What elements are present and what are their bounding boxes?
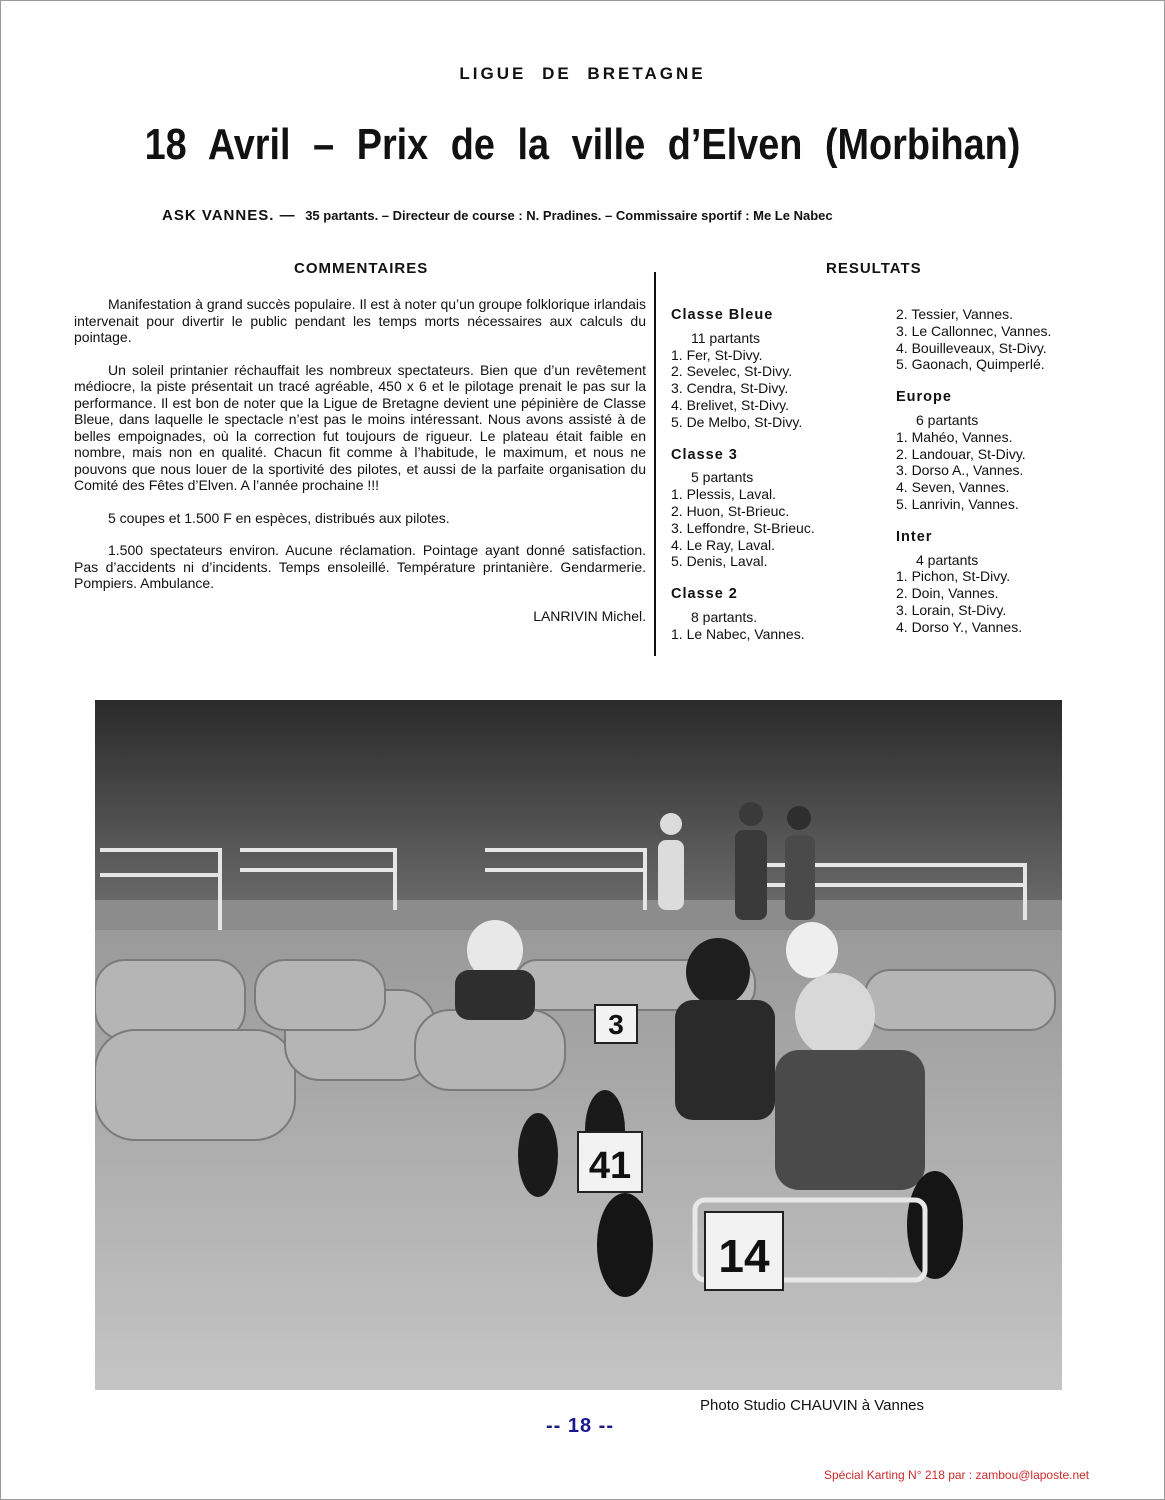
class-name: Classe 2 xyxy=(671,586,738,603)
class-name: Classe 3 xyxy=(671,446,738,463)
race-info: 35 partants. – Directeur de course : N. Pradines. – Commissaire sportif : Me Le Nabec xyxy=(305,208,833,223)
result-row: 2. Tessier, Vannes. xyxy=(896,306,1013,322)
result-row: 5. Lanrivin, Vannes. xyxy=(896,495,1019,512)
kart-number: 14 xyxy=(718,1230,770,1282)
result-row: 4. Le Ray, Laval. xyxy=(671,536,776,553)
result-row: 5. Denis, Laval. xyxy=(671,553,768,570)
result-row: 4. Bouilleveaux, St-Divy. xyxy=(896,339,1047,356)
paragraph: Un soleil printanier réchauffait les nombreux spectateurs. Bien que d’un revêtement médiocre, la piste présentait un tracé agréable, 450 x 6 et le pilotage prenait le pas sur la performance. Il est bon de noter que la Ligue de Bretagne devient une pépinière de Classe Bleue, dans laquelle le spectacle n’est pas le moins intéressant. Nous avons assisté à de belles empoignades, où la correction fut toujours de rigueur. Le plateau était faible en nombre, mais non en qualité. Chacun fit comme à l’habitude, le maximum, et nous ne pouvons que nous louer de la sportivité des pilotes, et aussi de la parfaite organisation du Comité des Fêtes d’Elven. A l’année prochaine !!! xyxy=(74,361,646,493)
class-name: Europe xyxy=(896,389,952,406)
result-row: 2. Doin, Vannes. xyxy=(896,585,999,602)
result-row: 1. Pichon, St-Divy. xyxy=(896,568,1011,585)
class-name: Classe Bleue xyxy=(671,307,774,323)
result-row: 1. Mahéo, Vannes. xyxy=(896,428,1013,445)
photo-credit: Photo Studio CHAUVIN à Vannes xyxy=(700,1397,925,1414)
footer-credit: Spécial Karting N° 218 par : zambou@laposte.net xyxy=(824,1468,1090,1482)
resultats-heading: RESULTATS xyxy=(826,260,922,277)
race-photo-illustration xyxy=(95,700,1062,1390)
kart-number: 3 xyxy=(608,1009,624,1040)
article-title: 18 Avril – Prix de la ville d’Elven (Morbihan) xyxy=(144,120,1021,169)
result-row: 3. Cendra, St-Divy. xyxy=(671,380,789,397)
race-details xyxy=(162,207,833,224)
result-row: 4. Dorso Y., Vannes. xyxy=(896,618,1023,635)
result-row: 4. Brelivet, St-Divy. xyxy=(671,396,789,413)
paragraph: Manifestation à grand succès populaire. Il est à noter qu’un groupe folklorique irlandais intervenait pour divertir le public pendant les temps morts nécessaires aux calculs du pointage. xyxy=(74,296,646,345)
result-row: 2. Sevelec, St-Divy. xyxy=(671,363,793,380)
starter-count: 4 partants xyxy=(916,551,979,568)
starter-count: 11 partants xyxy=(691,329,761,346)
starter-count: 8 partants. xyxy=(691,608,758,625)
column-divider xyxy=(654,272,656,656)
starter-count: 5 partants xyxy=(691,469,754,486)
paragraph: 5 coupes et 1.500 F en espèces, distribués aux pilotes. xyxy=(108,509,450,526)
league-heading: LIGUE DE BRETAGNE xyxy=(459,64,706,83)
result-row: 2. Landouar, St-Divy. xyxy=(896,445,1026,462)
commentaires-heading: COMMENTAIRES xyxy=(294,260,429,277)
result-row: 4. Seven, Vannes. xyxy=(896,479,1010,496)
starter-count: 6 partants xyxy=(916,411,979,428)
result-row: 5. De Melbo, St-Divy. xyxy=(671,413,803,430)
commentaires-text xyxy=(74,296,646,640)
results-column-2 xyxy=(896,306,1051,636)
class-name: Inter xyxy=(896,528,933,545)
result-row: 1. Plessis, Laval. xyxy=(671,486,777,503)
result-row: 5. Gaonach, Quimperlé. xyxy=(896,356,1045,373)
result-row: 1. Fer, St-Divy. xyxy=(671,346,763,363)
result-row: 3. Le Callonnec, Vannes. xyxy=(896,322,1052,339)
paragraph: 1.500 spectateurs environ. Aucune réclamation. Pointage ayant donné satisfaction. Pas d’accidents ni d’incidents. Temps ensoleillé. Température printanière. Gendarmerie. Pompiers. Ambulance. xyxy=(74,542,646,591)
result-row: 1. Le Nabec, Vannes. xyxy=(671,625,805,642)
result-row: 3. Lorain, St-Divy. xyxy=(896,601,1007,618)
page-number: -- 18 -- xyxy=(546,1415,614,1437)
author-signature: LANRIVIN Michel. xyxy=(533,607,646,624)
result-row: 3. Dorso A., Vannes. xyxy=(896,462,1024,479)
club-name: ASK VANNES. — xyxy=(162,207,296,224)
kart-number: 41 xyxy=(588,1145,632,1187)
results-column-1 xyxy=(671,307,815,643)
race-photo xyxy=(95,700,1062,1390)
result-row: 2. Huon, St-Brieuc. xyxy=(671,502,790,519)
result-row: 3. Leffondre, St-Brieuc. xyxy=(671,519,815,536)
field xyxy=(95,900,1062,930)
